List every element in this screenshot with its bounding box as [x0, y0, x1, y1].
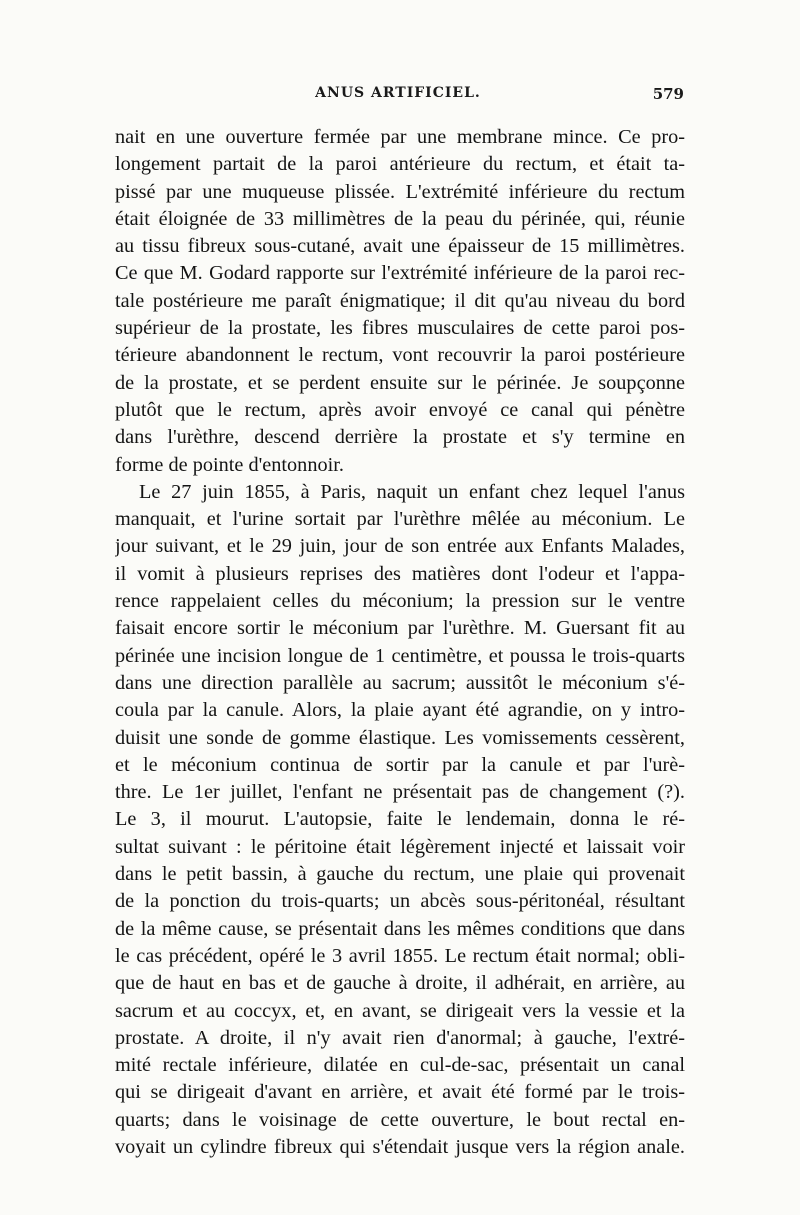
text-line: duisit une sonde de gomme élastique. Les vomissements cessèrent,	[115, 726, 685, 749]
text-line: pissé par une muqueuse plissée. L'extrémité inférieure du rectum	[115, 180, 685, 203]
text-line: au tissu fibreux sous-cutané, avait une épaisseur de 15 millimètres.	[115, 235, 685, 258]
text-line: Le 3, il mourut. L'autopsie, faite le lendemain, donna le ré-	[115, 808, 685, 831]
text-line: le cas précédent, opéré le 3 avril 1855. Le rectum était normal; obli-	[115, 944, 685, 967]
text-line: de la même cause, se présentait dans les mêmes conditions que dans	[115, 917, 685, 940]
paragraph-first-line: Le 27 juin 1855, à Paris, naquit un enfant chez lequel l'anus	[139, 480, 685, 503]
paragraph-end-line: forme de pointe d'entonnoir.	[115, 453, 344, 476]
text-line: nait en une ouverture fermée par une membrane mince. Ce pro-	[115, 126, 685, 148]
text-line: mité rectale inférieure, dilatée en cul-de-sac, présentait un canal	[115, 1054, 685, 1077]
text-line: plutôt que le rectum, après avoir envoyé ce canal qui pénètre	[115, 398, 685, 421]
text-line: périnée une incision longue de 1 centimètre, et poussa le trois-quarts	[115, 644, 685, 667]
text-line: qui se dirigeait d'avant en arrière, et avait été formé par le trois-	[115, 1081, 685, 1104]
text-line: coula par la canule. Alors, la plaie ayant été agrandie, on y intro-	[115, 699, 685, 722]
text-line: que de haut en bas et de gauche à droite, il adhérait, en arrière, au	[115, 972, 685, 995]
text-line: de la ponction du trois-quarts; un abcès sous-péritonéal, résultant	[115, 890, 685, 913]
text-line: longement partait de la paroi antérieure du rectum, et était ta-	[115, 153, 685, 176]
text-line: de la prostate, et se perdent ensuite sur le périnée. Je soupçonne	[115, 371, 685, 394]
text-line: dans le petit bassin, à gauche du rectum, une plaie qui provenait	[115, 863, 685, 886]
text-line: thre. Le 1er juillet, l'enfant ne présentait pas de changement (?).	[115, 781, 685, 804]
text-line: voyait un cylindre fibreux qui s'étendait jusque vers la région anale.	[115, 1135, 685, 1158]
text-line: faisait encore sortir le méconium par l'urèthre. M. Guersant fit au	[115, 617, 685, 640]
text-line: et le méconium continua de sortir par la canule et par l'urè-	[115, 753, 685, 776]
page-number: 579	[652, 85, 684, 103]
text-line: rence rappelaient celles du méconium; la pression sur le ventre	[115, 590, 685, 613]
running-head	[112, 85, 684, 111]
text-line: Ce que M. Godard rapporte sur l'extrémité inférieure de la paroi rec-	[115, 262, 685, 285]
text-line: tale postérieure me paraît énigmatique; il dit qu'au niveau du bord	[115, 289, 685, 312]
text-line: supérieur de la prostate, les fibres musculaires de cette paroi pos-	[115, 317, 685, 340]
body-text	[115, 124, 685, 1161]
text-line: jour suivant, et le 29 juin, jour de son entrée aux Enfants Malades,	[115, 535, 685, 558]
text-line: quarts; dans le voisinage de cette ouverture, le bout rectal en-	[115, 1108, 685, 1131]
text-line: était éloignée de 33 millimètres de la peau du périnée, qui, réunie	[115, 207, 685, 230]
text-line: prostate. A droite, il n'y avait rien d'anormal; à gauche, l'extré-	[115, 1026, 685, 1049]
text-line: sacrum et au coccyx, et, en avant, se dirigeait vers la vessie et la	[115, 999, 685, 1022]
text-line: térieure abandonnent le rectum, vont recouvrir la paroi postérieure	[115, 344, 685, 367]
running-title: ANUS ARTIFICIEL.	[315, 85, 481, 101]
text-line: dans l'urèthre, descend derrière la prostate et s'y termine en	[115, 426, 685, 449]
text-line: dans une direction parallèle au sacrum; aussitôt le méconium s'é-	[115, 671, 685, 694]
text-line: manquait, et l'urine sortait par l'urèthre mêlée au méconium. Le	[115, 508, 685, 531]
text-line: il vomit à plusieurs reprises des matières dont l'odeur et l'appa-	[115, 562, 685, 585]
text-line: sultat suivant : le péritoine était légèrement injecté et laissait voir	[115, 835, 685, 858]
